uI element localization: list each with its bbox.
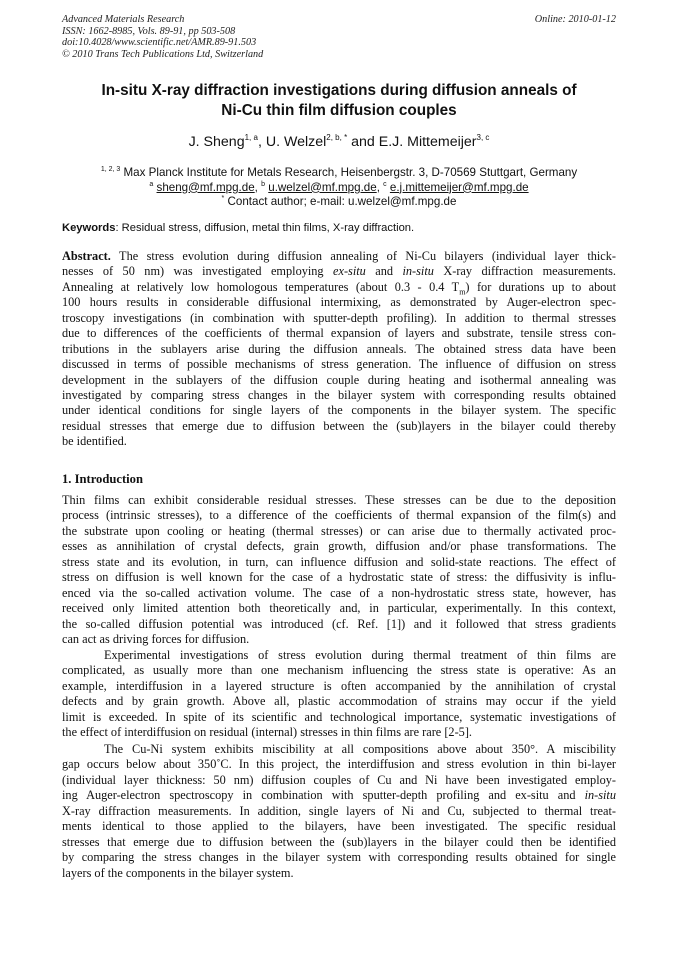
abstract-text: ex-situ bbox=[333, 264, 366, 279]
intro-line: can act as driving forces for diffusion. bbox=[62, 631, 250, 646]
abstract-line bbox=[62, 280, 616, 295]
abstract-text: X-ray diffraction measurements. bbox=[433, 264, 616, 279]
intro-line: complicated, as usually more than one mechanism influencing the stress state is operative: As an bbox=[62, 663, 616, 678]
abstract-text: Annealing at relatively low homologous temperatures (about 0.3 - 0.4 T bbox=[62, 279, 460, 294]
online-date: Online: 2010-01-12 bbox=[534, 14, 616, 25]
section-heading: 1. Introduction bbox=[62, 472, 143, 486]
contact-line bbox=[40, 195, 638, 210]
intro-line: X-ray diffraction measurements. In addition, single layers of Ni and Cu, subjected to thermal treat- bbox=[62, 803, 616, 818]
email-superscript: c bbox=[383, 180, 387, 188]
author-separator: and bbox=[347, 134, 379, 150]
intro-line: esses as annihilation of crystal defects, grain growth, diffusion and/or phase transformations. The bbox=[62, 539, 616, 554]
intro-line: Thin films can exhibit considerable residual stresses. These stresses can be due to the deposition bbox=[62, 493, 616, 507]
abstract-subscript: m bbox=[459, 287, 466, 296]
intro-line: gap occurs below about 350˚C. In this project, the interdiffusion and stress evolution in thin bi-layer bbox=[62, 757, 616, 772]
abstract-text: and bbox=[365, 264, 403, 279]
intro-line: stress on diffusion is well known for the case of a hydrostatic state of stress: the diffusivity is influ- bbox=[62, 570, 616, 585]
abstract-text: nesses of 50 nm) was investigated employing bbox=[62, 264, 334, 279]
issn-line: ISSN: 1662-8985, Vols. 89-91, pp 503-508 bbox=[62, 25, 236, 37]
abstract-line: 100 hours results in considerable diffusional intermixing, as demonstrated by Auger-electron spec- bbox=[62, 295, 616, 310]
author-superscript: 1, a bbox=[244, 133, 258, 142]
author-name: E.J. Mittemeijer bbox=[378, 134, 477, 150]
introduction-paragraph-3 bbox=[62, 742, 616, 881]
abstract-line: tributions in the sublayers arise during the diffusion anneals. The obtained stress data have been bbox=[62, 341, 616, 356]
abstract-line: development in the sublayers of the diffusion couple during heating and isothermal annealing was bbox=[62, 372, 616, 387]
abstract-line: investigated by comparing stress changes in the bilayer system with corresponding results obtained bbox=[62, 387, 616, 402]
intro-line: stresses that emerge due to diffusion between the (sub)layers in the bilayer could then be identified bbox=[62, 834, 616, 849]
intro-text: in-situ bbox=[584, 788, 616, 803]
email-line: $^a$ sheng@mf.mpg.de, $^b$ u.welzel@mf.mpg.de, $^c$ e.j.mittemeijer@mf.mpg.de bbox=[149, 180, 529, 194]
intro-line: ments identical to those applied to the bilayers, have been investigated. The specific residual bbox=[62, 819, 616, 834]
affiliations bbox=[40, 166, 638, 210]
abstract-line: due to differences of the coefficients of thermal expansion of layers and substrate, tensile stress con- bbox=[62, 326, 616, 341]
intro-line: example, interdiffusion in a layered structure is often accompanied by the annihilation of crystal bbox=[62, 678, 616, 693]
doi-line: doi:10.4028/www.scientific.net/AMR.89-91.503 bbox=[62, 37, 257, 49]
abstract-line: under identical conditions for single layers of the components in the bilayer system. The specific bbox=[62, 403, 616, 418]
title-line-2: Ni-Cu thin film diffusion couples bbox=[221, 101, 457, 119]
abstract-text: ) for durations up to about bbox=[465, 279, 616, 294]
journal-name: Advanced Materials Research bbox=[62, 14, 185, 25]
intro-line: received only limited attention both theoretically and, in particular, experimentally. In this context, bbox=[62, 601, 616, 616]
email-link-mittemeijer[interactable]: e.j.mittemeijer@mf.mpg.de bbox=[389, 180, 529, 194]
intro-line: (individual layer thickness: 50 nm) diffusion couples of Cu and Ni have been investigated employ- bbox=[62, 772, 616, 787]
keywords-label: Keywords bbox=[62, 222, 116, 234]
intro-line: limit is exceeded. In spite of its scientific and technological importance, systematic investigations of bbox=[62, 709, 616, 724]
intro-line: enced via the so-called activation volume. The case of a non-hydrostatic stress state, however, has bbox=[62, 585, 616, 600]
intro-line: by comparing the stress changes in the bilayer system with corresponding results obtained for single bbox=[62, 850, 616, 865]
email-link-sheng[interactable]: sheng@mf.mpg.de bbox=[156, 180, 255, 194]
keywords-text: : Residual stress, diffusion, metal thin films, X-ray diffraction. bbox=[115, 222, 415, 234]
intro-line: process (intrinsic stresses), to a difference of the coefficients of thermal expansion of the film(s) and bbox=[62, 508, 616, 523]
author-name: U. Welzel bbox=[265, 134, 327, 150]
abstract-label: Abstract. bbox=[62, 249, 111, 263]
abstract-text: in-situ bbox=[402, 264, 434, 279]
intro-line: defects and by grain growth. Above all, plastic accommodation of strains may occur if the yield bbox=[62, 694, 616, 709]
abstract-line: discussed in terms of possible mechanisms of stress generation. The influence of diffusion on stress bbox=[62, 357, 616, 372]
journal-metadata bbox=[62, 14, 263, 60]
intro-line: the effect of interdiffusion on residual (internal) stresses in thin films are rare [2-5]. bbox=[62, 725, 472, 740]
abstract-line: be identified. bbox=[62, 434, 127, 449]
paper-title bbox=[40, 81, 638, 120]
keywords bbox=[62, 222, 414, 234]
abstract-line: troscopy investigations (in combination with sputter-depth profiling). In addition to thermal stresses bbox=[62, 310, 616, 325]
copyright-line: © 2010 Trans Tech Publications Ltd, Switzerland bbox=[62, 48, 264, 60]
intro-line bbox=[62, 788, 616, 803]
email-link-welzel[interactable]: u.welzel@mf.mpg.de bbox=[268, 180, 377, 194]
author-list bbox=[40, 134, 638, 150]
abstract-text: The stress evolution during diffusion annealing of Ni-Cu bilayers (individual layer thick- bbox=[110, 249, 616, 263]
intro-line: stress state and its evolution, in turn, can influence diffusion and solid-state reactions. The effect of bbox=[62, 554, 616, 569]
intro-line: layers of the components in the bilayer system. bbox=[62, 865, 294, 880]
intro-line: the so-called diffusion potential was introduced (cf. Ref. [1]) and it followed that stress gradients bbox=[62, 616, 616, 631]
introduction-paragraph-2 bbox=[62, 648, 616, 741]
affiliation-line bbox=[40, 166, 638, 181]
author-name: J. Sheng bbox=[188, 134, 245, 150]
affiliation-text: Max Planck Institute for Metals Research, Heisenbergstr. 3, D-70569 Stuttgart, Germany bbox=[123, 166, 578, 179]
email-superscript: a bbox=[149, 180, 154, 188]
contact-text: Contact author; e-mail: u.welzel@mf.mpg.de bbox=[227, 195, 457, 209]
affiliation-superscript: 1, 2, 3 bbox=[100, 166, 121, 173]
introduction-paragraph-1 bbox=[62, 493, 616, 647]
title-line-1: In-situ X-ray diffraction investigations during diffusion anneals of bbox=[101, 82, 577, 99]
author-superscript: 2, b, * bbox=[326, 133, 348, 142]
intro-line: The Cu-Ni system exhibits miscibility at all compositions above about 350°. A miscibility bbox=[104, 742, 616, 756]
author-superscript: 3, c bbox=[476, 133, 490, 142]
abstract bbox=[62, 249, 616, 450]
email-superscript: b bbox=[261, 180, 266, 188]
abstract-line bbox=[62, 249, 616, 264]
author-separator: , bbox=[257, 134, 266, 150]
intro-text: ing Auger-electron spectroscopy in combination with sputter-depth profiling and ex-situ and bbox=[62, 788, 585, 803]
abstract-line bbox=[62, 264, 616, 279]
contact-superscript: * bbox=[221, 195, 225, 203]
abstract-line: residual stresses that emerge due to diffusion between the (sub)layers in the bilayer could thereby bbox=[62, 418, 616, 433]
intro-line: the substrate upon cooling or heating (thermal stresses) or can arise due to thermally activated proc- bbox=[62, 523, 616, 538]
intro-line: Experimental investigations of stress evolution during thermal treatment of thin films are bbox=[104, 648, 616, 662]
